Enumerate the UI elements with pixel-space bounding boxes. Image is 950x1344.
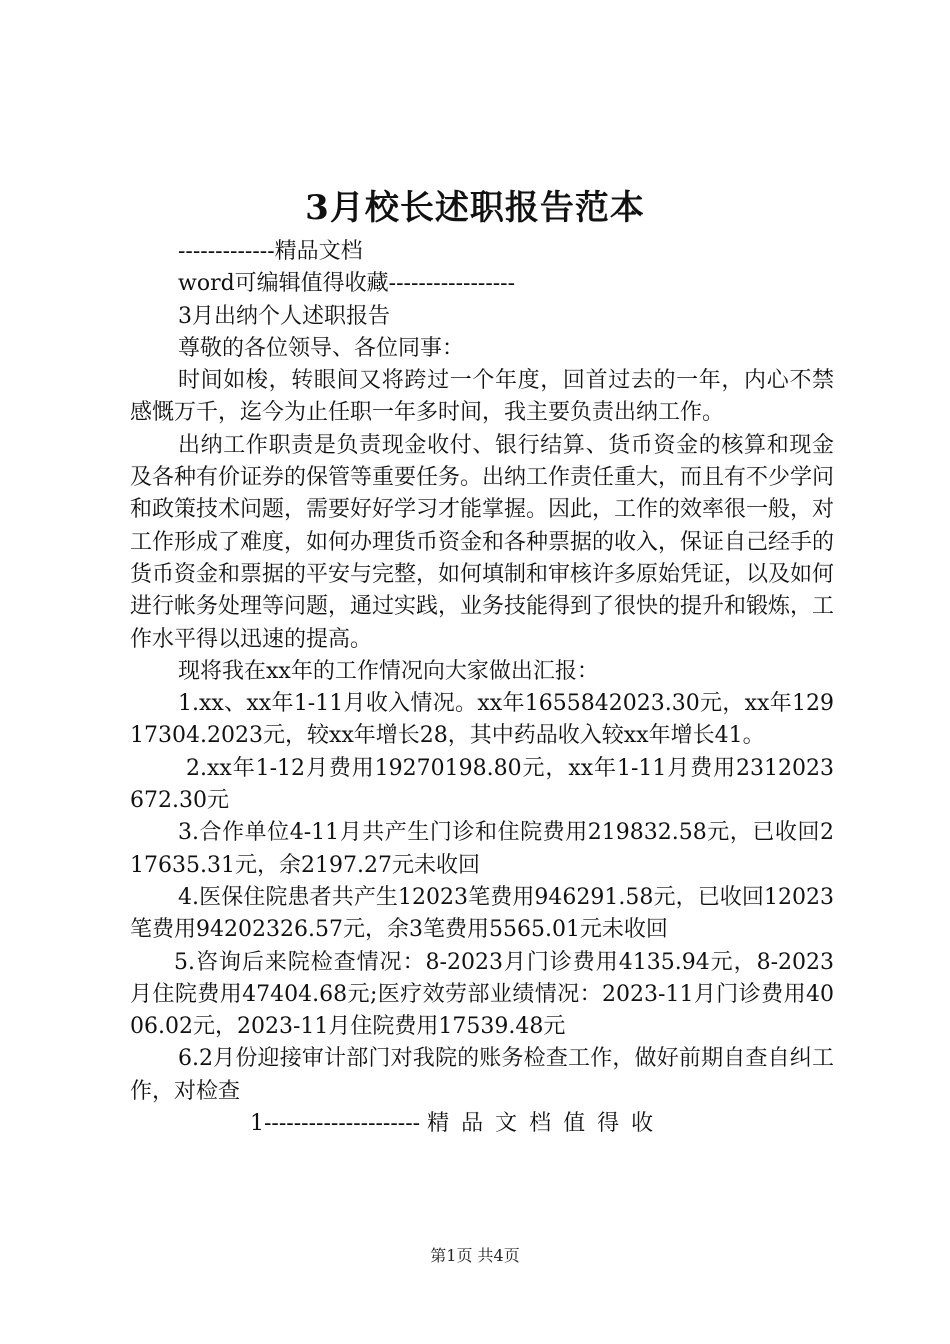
- watermark-footer-suffix: 精品文档值得收: [427, 1111, 666, 1137]
- header-line-2: word可编辑值得收藏-----------------: [178, 271, 516, 297]
- document-title: 3月校长述职报告范本: [305, 188, 645, 228]
- paragraph-report-lead: 现将我在xx年的工作情况向大家做出汇报：: [178, 658, 599, 684]
- list-item-4: 4.医保住院患者共产生12023笔费用946291.58元，已收回12023笔费用94202326.57元，余3笔费用5565.01元未收回: [130, 884, 834, 943]
- salutation: 尊敬的各位领导、各位同事：: [178, 335, 465, 361]
- report-subtitle: 3月出纳个人述职报告: [178, 303, 390, 329]
- document-body: [130, 236, 834, 1140]
- list-item-2: 2.xx年1-12月费用19270198.80元，xx年1-11月费用2312023672.30元: [130, 755, 834, 814]
- header-line-1: -------------精品文档: [178, 239, 363, 264]
- list-item-1: 1.xx、xx年1-11月收入情况。xx年1655842023.30元，xx年12917304.2023元，较xx年增长28，其中药品收入较xx年增长41。: [130, 691, 834, 749]
- paragraph-intro: 时间如梭，转眼间又将跨过一个年度，回首过去的一年，内心不禁感慨万千，迄今为止任职一年多时间，我主要负责出纳工作。: [130, 368, 834, 426]
- list-item-5: 5.咨询后来院检查情况：8-2023月门诊费用4135.94元，8-2023月住院费用47404.68元;医疗效劳部业绩情况：2023-11月门诊费用4006.02元，2023-11月住院费用17539.48元: [130, 949, 834, 1040]
- page-number: 第1页 共4页: [430, 1246, 520, 1265]
- watermark-footer-prefix: 1---------------------: [250, 1111, 421, 1137]
- list-item-3: 3.合作单位4-11月共产生门诊和住院费用219832.58元，已收回217635.31元，余2197.27元未收回: [130, 820, 834, 878]
- watermark-footer-line: [130, 1108, 834, 1140]
- list-item-6: 6.2月份迎接审计部门对我院的账务检查工作，做好前期自查自纠工作，对检查: [130, 1046, 834, 1104]
- paragraph-duties: 出纳工作职责是负责现金收付、银行结算、货币资金的核算和现金及各种有价证券的保管等重要任务。出纳工作责任重大，而且有不少学问和政策技术问题，需要好好学习才能掌握。因此，工作的效率很一般，对工作形成了难度，如何办理货币资金和各种票据的收入，保证自己经手的货币资金和票据的平安与完整，如何填制和审核许多原始凭证，以及如何进行帐务处理等问题，通过实践，业务技能得到了很快的提升和锻炼，工作水平得以迅速的提高。: [130, 432, 835, 652]
